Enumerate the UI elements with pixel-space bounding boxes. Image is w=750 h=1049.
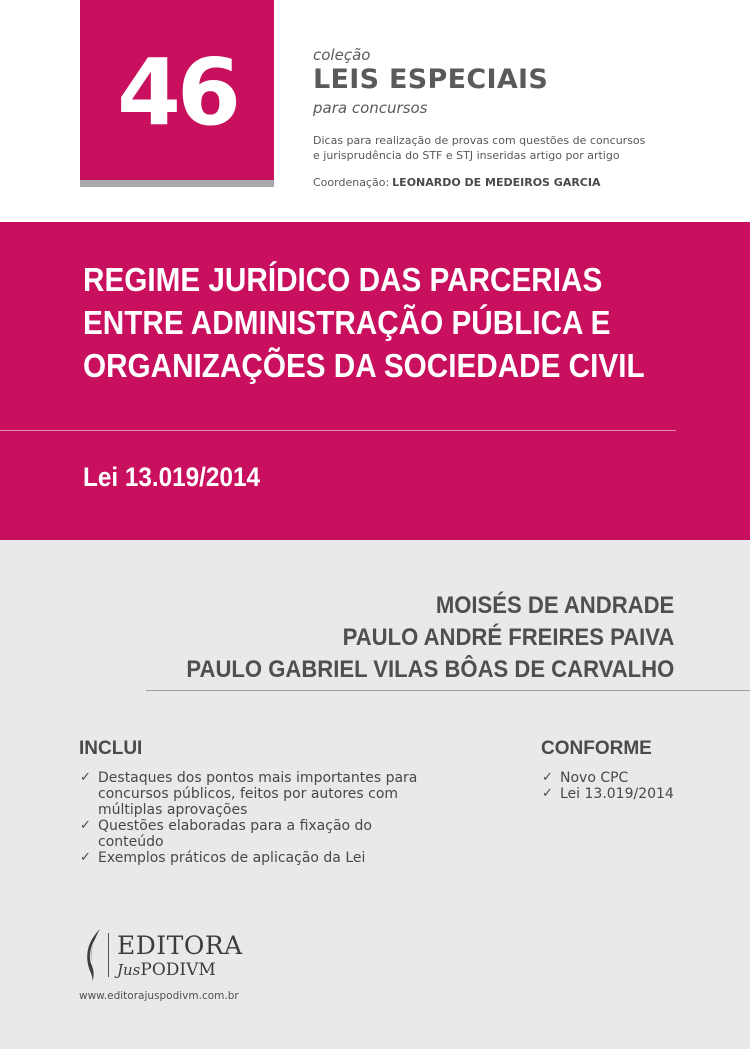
author-name: PAULO ANDRÉ FREIRES PAIVA — [342, 624, 674, 651]
author-name: MOISÉS DE ANDRADE — [435, 592, 674, 619]
number-box-shadow — [80, 180, 274, 187]
list-item-line: Questões elaboradas para a fixação do conteúdo — [98, 818, 372, 850]
authors-divider — [146, 690, 750, 691]
book-title-line: REGIME JURÍDICO DAS PARCERIAS — [83, 261, 603, 298]
collection-subtitle: para concursos — [313, 99, 428, 117]
description-line: e jurisprudência do STF e STJ inseridas artigo por artigo — [313, 149, 620, 162]
inclui-list — [80, 770, 440, 866]
book-title — [83, 258, 659, 387]
collection-label: coleção — [313, 46, 371, 64]
author-name: PAULO GABRIEL VILAS BÔAS DE CARVALHO — [186, 656, 674, 683]
list-item-line: Novo CPC — [560, 770, 629, 786]
collection-description — [313, 133, 733, 163]
list-item-line: concursos públicos, feitos por autores com — [98, 786, 399, 802]
imprint-italic: Jus — [117, 961, 141, 979]
publisher-name: EDITORA — [117, 931, 243, 960]
list-item-line: Exemplos práticos de aplicação da Lei — [98, 850, 366, 866]
checkmark-icon: ✓ — [80, 818, 91, 833]
publisher-imprint — [117, 960, 216, 980]
coordinator-name: LEONARDO DE MEDEIROS GARCIA — [392, 176, 601, 189]
list-item — [80, 770, 440, 818]
list-item — [542, 786, 722, 802]
publisher-url[interactable]: www.editorajuspodivm.com.br — [79, 990, 239, 1002]
publisher-logo — [80, 927, 280, 987]
coordination — [313, 176, 600, 189]
collection-number: 46 — [116, 39, 238, 146]
list-item — [542, 770, 722, 786]
quill-logo-icon — [80, 927, 106, 983]
collection-title: LEIS ESPECIAIS — [313, 64, 549, 95]
checkmark-icon: ✓ — [80, 770, 91, 785]
book-title-line: ORGANIZAÇÕES DA SOCIEDADE CIVIL — [83, 347, 645, 384]
logo-divider — [108, 933, 109, 977]
imprint-name: PODIVM — [140, 960, 216, 980]
checkmark-icon: ✓ — [542, 770, 553, 785]
list-item — [80, 818, 440, 850]
authors-block — [144, 590, 674, 686]
inclui-heading: INCLUI — [79, 738, 143, 759]
law-reference: Lei 13.019/2014 — [83, 462, 261, 492]
book-title-line: ENTRE ADMINISTRAÇÃO PÚBLICA E — [83, 304, 611, 341]
conforme-heading: CONFORME — [541, 738, 652, 759]
conforme-list — [542, 770, 722, 802]
list-item-line: Destaques dos pontos mais importantes para — [98, 770, 418, 786]
coordination-label: Coordenação: — [313, 176, 390, 189]
checkmark-icon: ✓ — [542, 786, 553, 801]
title-divider — [0, 430, 676, 431]
list-item-line: múltiplas aprovações — [98, 802, 248, 818]
description-line: Dicas para realização de provas com questões de concursos — [313, 134, 646, 147]
collection-number-box — [80, 0, 274, 180]
checkmark-icon: ✓ — [80, 850, 91, 865]
list-item-line: Lei 13.019/2014 — [560, 786, 674, 802]
list-item — [80, 850, 440, 866]
